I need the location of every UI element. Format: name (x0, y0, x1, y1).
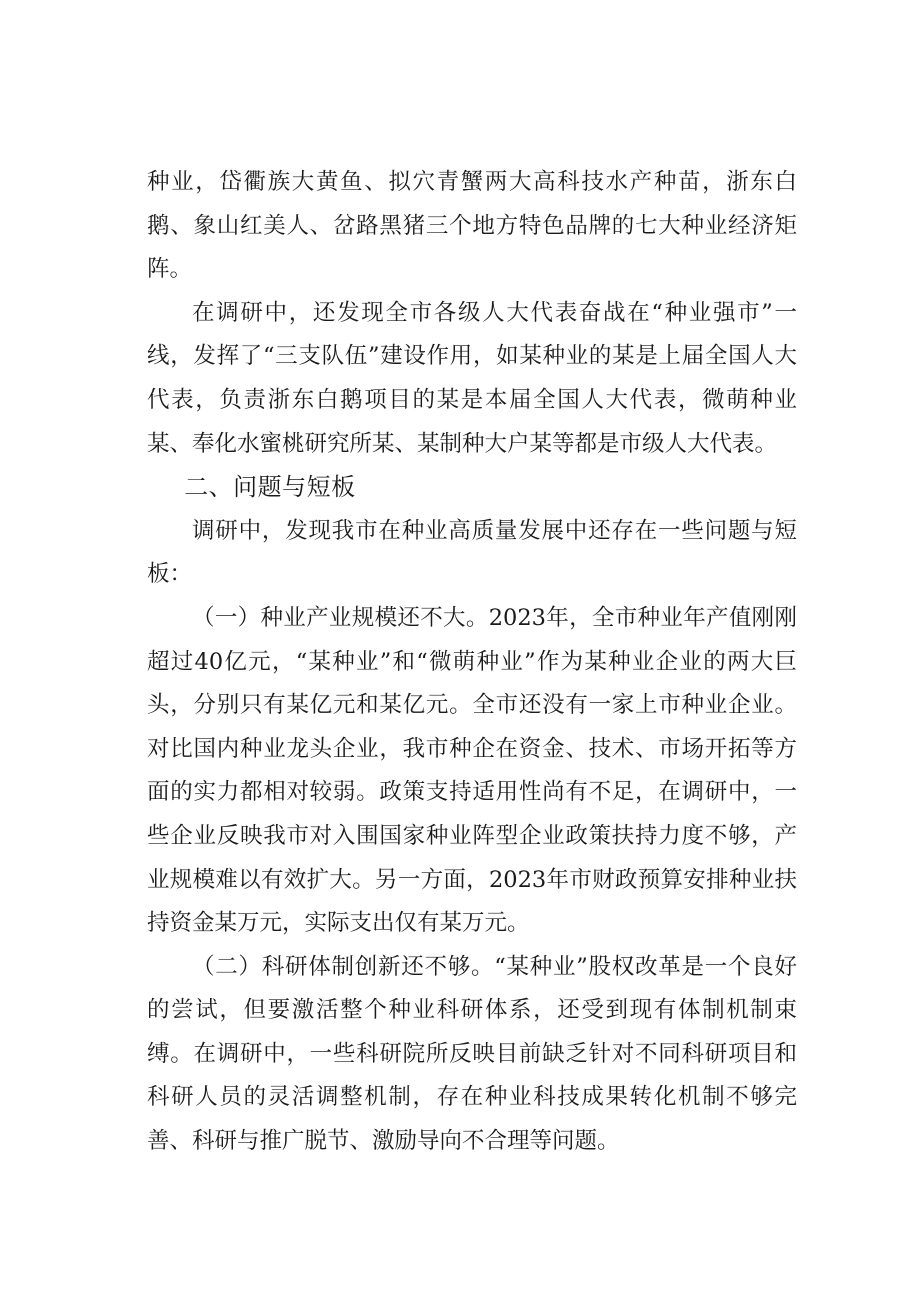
paragraph-intro: 调研中，发现我市在种业高质量发展中还存在一些问题与短板： (147, 517, 797, 588)
paragraph-research-system: （二）科研体制创新还不够。“某种业”股权改革是一个良好的尝试，但要激活整个种业科研体系，还受到现有体制机制束缚。在调研中，一些科研院所反映目前缺乏针对不同科研项目和科研人员的灵活调整机制，存在种业科技成果转化机制不够完善、科研与推广脱节、激励导向不合理等问题。 (147, 953, 797, 1155)
section-heading-problems: 二、问题与短板 (184, 473, 356, 502)
paragraph-continued: 种业，岱衢族大黄鱼、拟穴青蟹两大高科技水产种苗，浙东白鹅、象山红美人、岔路黑猪三个地方特色品牌的七大种业经济矩阵。 (147, 169, 797, 283)
paragraph-industry-scale: （一）种业产业规模还不大。2023年，全市种业年产值刚刚超过40亿元，“某种业”和“微萌种业”作为某种业企业的两大巨头，分别只有某亿元和某亿元。全市还没有一家上市种业企业。对比国内种业龙头企业，我市种企在资金、技术、市场开拓等方面的实力都相对较弱。政策支持适用性尚有不足，在调研中，一些企业反映我市对入围国家种业阵型企业政策扶持力度不够，产业规模难以有效扩大。另一方面，2023年市财政预算安排种业扶持资金某万元，实际支出仅有某万元。 (147, 604, 797, 937)
document-body (147, 161, 797, 1164)
paragraph-deputies: 在调研中，还发现全市各级人大代表奋战在“种业强市”一线，发挥了“三支队伍”建设作用，如某种业的某是上届全国人大代表，负责浙东白鹅项目的某是本届全国人大代表，微萌种业某、奉化水蜜桃研究所某、某制种大户某等都是市级人大代表。 (147, 299, 797, 457)
